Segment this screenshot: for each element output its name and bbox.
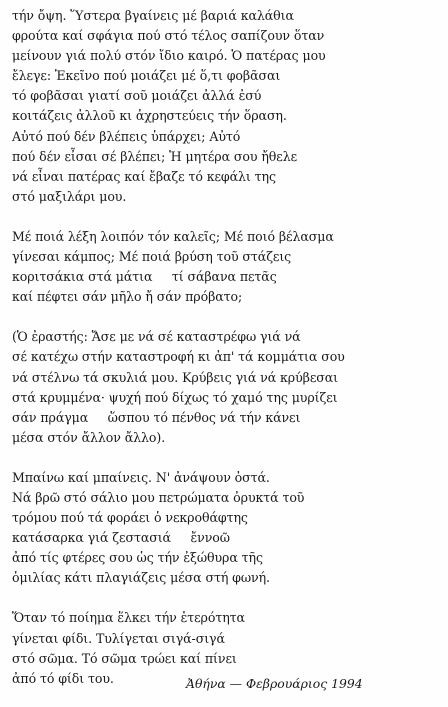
poem-line: Νά βρῶ στό σάλιο μου πετρώματα ὀρυκτά τοῦ xyxy=(12,489,305,505)
poem-line: Μπαίνω καί μπαίνεις. Ν' ἀνάψουν ὀστά. xyxy=(12,469,270,485)
poem-line: σέ κατέχω στήν καταστροφή κι ἀπ' τά κομμάτια σου xyxy=(12,349,345,365)
poem-line: ἔλεγε: Ἐκεῖνο πού μοιάζει μέ ὅ,τι φοβᾶσαι xyxy=(12,68,281,84)
poem-body xyxy=(12,6,442,689)
poem-line: στό μαξιλάρι μου. xyxy=(12,188,127,204)
poem-line: κατάσαρκα γιά ζεστασιά ἔννοῶ xyxy=(12,530,230,546)
place-date-signature: Ἀθήνα — Φεβρουάριος 1994 xyxy=(186,676,363,691)
poem-line: τήν ὄψη. Ὕστερα βγαίνεις μέ βαριά καλάθια xyxy=(12,8,294,23)
poem-line: στά κρυμμένα· ψυχή πού δίχως τό χαμό της μυρίζει xyxy=(12,389,338,405)
stanza-gap xyxy=(12,448,442,468)
poem-line: (Ὁ ἐραστής: Ἄσε με νά σέ καταστρέφω γιά νά xyxy=(12,329,301,345)
poem-line: τό φοβᾶσαι γιατί σοῦ μοιάζει ἀλλά ἐσύ xyxy=(12,88,262,104)
poem-line: νά στέλνω τά σκυλιά μου. Κρύβεις γιά νά κρύβεσαι xyxy=(12,369,338,385)
stanza xyxy=(12,327,442,448)
poem-line: πού δέν εἶσαι σέ βλέπει; Ἡ μητέρα σου ἤθελε xyxy=(12,148,298,164)
stanza-gap xyxy=(12,207,442,227)
poem-line: Ὅταν τό ποίημα ἕλκει τήν ἑτερότητα xyxy=(12,610,245,626)
stanza-gap xyxy=(12,307,442,327)
poem-line: μέσα στόν ἄλλον ἄλλο). xyxy=(12,429,166,445)
stanza-gap xyxy=(12,588,442,608)
poem-line: καί πέφτει σάν μῆλο ἤ σάν πρόβατο; xyxy=(12,289,243,305)
poem-line: Μέ ποιά λέξη λοιπόν τόν καλεῖς; Μέ ποιό βέλασμα xyxy=(12,228,334,244)
poem-line: στό σῶμα. Τό σῶμα τρώει καί πίνει xyxy=(12,650,237,666)
poem-line: Αὐτό πού δέν βλέπεις ὑπάρχει; Αὐτό xyxy=(12,128,241,144)
poem-line: κοριτσάκια στά μάτια τί σάβανα πετᾶς xyxy=(12,269,277,285)
poem-line: κοιτάζεις ἀλλοῦ κι ἀχρηστεύεις τήν ὅραση. xyxy=(12,108,287,124)
poem-line: νά εἶναι πατέρας καί ἔβαζε τό κεφάλι της xyxy=(12,168,276,184)
poem-line: ἀπό τό φίδι του. xyxy=(12,670,114,686)
poem-line: τρόμου πού τά φοράει ὁ νεκροθάφτης xyxy=(12,510,248,526)
poem-line: μείνουν γιά πολύ στόν ἴδιο καιρό. Ὁ πατέρας μου xyxy=(12,48,326,64)
stanza xyxy=(12,468,442,589)
stanza xyxy=(12,227,442,307)
poem-line: ὁμιλίας κάτι πλαγιάζεις μέσα στή φωνή. xyxy=(12,570,270,586)
poem-line: φρούτα καί σφάγια πού στό τέλος σαπίζουν ὅταν xyxy=(12,28,325,44)
stanza xyxy=(12,6,442,207)
poem-line: γίνεται φίδι. Τυλίγεται σιγά-σιγά xyxy=(12,630,225,646)
poem-line: ἀπό τίς φτέρες σου ὡς τήν ἐξώθυρα τῆς xyxy=(12,550,263,566)
poem-line: σάν πράγμα ὥσπου τό πένθος νά τήν κάνει xyxy=(12,409,301,425)
poem-line: γίνεσαι κάμπος; Μέ ποιά βρύση τοῦ στάζεις xyxy=(12,249,292,265)
